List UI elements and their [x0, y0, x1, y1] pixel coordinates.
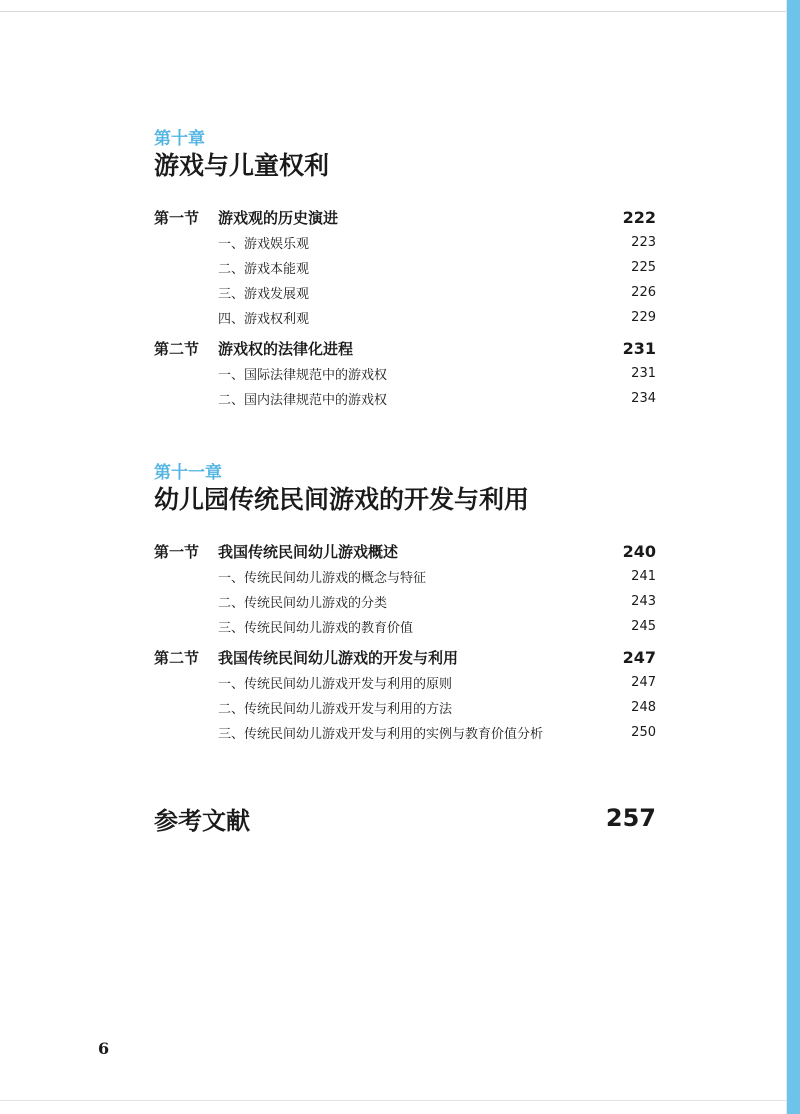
section-label: 第二节 — [154, 649, 200, 667]
toc-item[interactable] — [154, 589, 656, 614]
toc-item[interactable] — [154, 255, 656, 280]
toc-item[interactable] — [154, 280, 656, 305]
toc-item-page: 231 — [631, 366, 656, 381]
toc-item-title: 二、传统民间幼儿游戏开发与利用的方法 — [218, 702, 453, 717]
section-page: 240 — [622, 542, 656, 561]
chapter-10 — [154, 129, 656, 411]
toc-item-page: 223 — [631, 235, 656, 250]
toc-item[interactable] — [154, 614, 656, 639]
toc-item-page: 225 — [631, 260, 656, 275]
toc-item-page: 243 — [631, 594, 656, 609]
bottom-rule — [0, 1100, 786, 1101]
section-label: 第二节 — [154, 340, 200, 358]
section-title: 游戏权的法律化进程 — [218, 340, 354, 358]
chapter-title: 幼儿园传统民间游戏的开发与利用 — [154, 485, 530, 514]
section-group — [154, 336, 656, 411]
toc-item-title: 二、传统民间幼儿游戏的分类 — [218, 596, 388, 611]
toc-item-title: 一、传统民间幼儿游戏开发与利用的原则 — [218, 677, 453, 692]
toc-item-title: 四、游戏权利观 — [218, 312, 310, 327]
section-row[interactable] — [154, 205, 656, 230]
section-row[interactable] — [154, 539, 656, 564]
section-title: 我国传统民间幼儿游戏的开发与利用 — [218, 649, 459, 667]
section-title: 我国传统民间幼儿游戏概述 — [218, 543, 399, 561]
section-group — [154, 539, 656, 639]
toc-item-page: 226 — [631, 285, 656, 300]
toc-item-page: 250 — [631, 725, 656, 740]
side-bar — [787, 0, 800, 1114]
section-label: 第一节 — [154, 543, 200, 561]
toc-item-page: 229 — [631, 310, 656, 325]
toc-item[interactable] — [154, 564, 656, 589]
toc-item[interactable] — [154, 720, 656, 745]
chapter-label: 第十一章 — [154, 463, 222, 483]
section-group — [154, 645, 656, 745]
toc-item-title: 一、游戏娱乐观 — [218, 237, 310, 252]
toc-item[interactable] — [154, 670, 656, 695]
section-page: 231 — [622, 339, 656, 358]
section-row[interactable] — [154, 645, 656, 670]
toc-item-page: 247 — [631, 675, 656, 690]
references-title: 参考文献 — [154, 806, 250, 835]
toc-item[interactable] — [154, 230, 656, 255]
toc-item-page: 248 — [631, 700, 656, 715]
section-row[interactable] — [154, 336, 656, 361]
chapter-title: 游戏与儿童权利 — [154, 151, 330, 180]
toc-item-page: 245 — [631, 619, 656, 634]
toc-item[interactable] — [154, 695, 656, 720]
toc-item-title: 三、游戏发展观 — [218, 287, 310, 302]
page-number: 6 — [98, 1039, 110, 1058]
toc-item[interactable] — [154, 361, 656, 386]
section-label: 第一节 — [154, 209, 200, 227]
top-rule — [0, 11, 790, 12]
chapter-11 — [154, 463, 656, 745]
toc-item[interactable] — [154, 386, 656, 411]
toc-item-title: 二、游戏本能观 — [218, 262, 310, 277]
toc-item-page: 241 — [631, 569, 656, 584]
section-group — [154, 205, 656, 330]
references-row[interactable] — [154, 803, 656, 833]
references-page: 257 — [605, 804, 656, 832]
toc-item-title: 一、国际法律规范中的游戏权 — [218, 368, 388, 383]
toc-item-title: 二、国内法律规范中的游戏权 — [218, 393, 388, 408]
toc-item-page: 234 — [631, 391, 656, 406]
toc-item[interactable] — [154, 305, 656, 330]
toc-item-title: 一、传统民间幼儿游戏的概念与特征 — [218, 571, 427, 586]
chapter-label: 第十章 — [154, 129, 205, 149]
section-page: 222 — [622, 208, 656, 227]
toc-item-title: 三、传统民间幼儿游戏的教育价值 — [218, 621, 414, 636]
section-title: 游戏观的历史演进 — [218, 209, 339, 227]
section-page: 247 — [622, 648, 656, 667]
toc-item-title: 三、传统民间幼儿游戏开发与利用的实例与教育价值分析 — [218, 727, 544, 742]
